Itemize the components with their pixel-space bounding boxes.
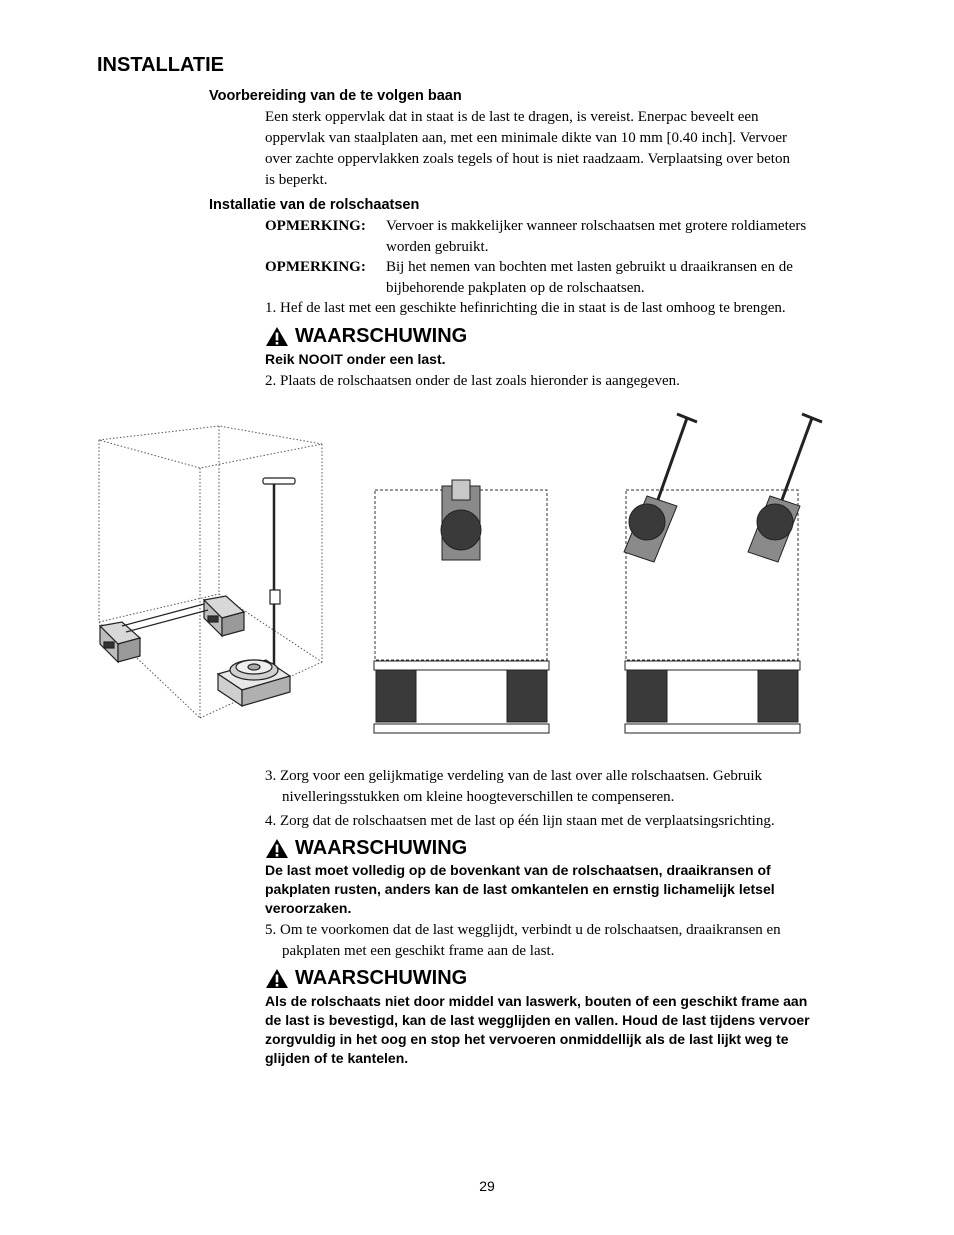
warning-line: glijden of te kantelen. bbox=[265, 1050, 409, 1066]
warning-heading-2 bbox=[265, 837, 467, 860]
warning-line: pakplaten rusten, anders kan de last omkantelen en ernstig lichamelijk letsel bbox=[265, 881, 775, 897]
warning-line: Reik NOOIT onder een last. bbox=[265, 351, 446, 367]
warning-line: de last is bevestigd, kan de last wegglijden en vallen. Houd de last tijdens vervoer bbox=[265, 1012, 810, 1028]
page-title: INSTALLATIE bbox=[97, 54, 225, 76]
step-3-line: 3. Zorg voor een gelijkmatige verdeling van de last over alle rolschaatsen. Gebruik bbox=[265, 768, 763, 784]
section-heading-route: Voorbereiding van de te volgen baan bbox=[209, 88, 462, 104]
warning-line: Als de rolschaats niet door middel van laswerk, bouten of een geschikt frame aan bbox=[265, 993, 808, 1009]
step-5 bbox=[265, 920, 885, 962]
note-text: bijbehorende pakplaten op de rolschaatsen. bbox=[386, 280, 645, 296]
warning-title: WAARSCHUWING bbox=[295, 325, 468, 347]
top-view-straight bbox=[374, 480, 549, 733]
front-skate-straight bbox=[441, 480, 481, 560]
warning-title: WAARSCHUWING bbox=[295, 837, 468, 859]
note-1 bbox=[265, 216, 885, 258]
page-number: 29 bbox=[479, 1178, 495, 1194]
skate-placement-figure bbox=[92, 404, 852, 744]
note-text: Vervoer is makkelijker wanneer rolschaatsen met grotere roldiameters bbox=[386, 218, 807, 234]
step-5-line: 5. Om te voorkomen dat de last wegglijdt, verbindt u de rolschaatsen, draaikransen en bbox=[265, 922, 781, 938]
warning-line: veroorzaken. bbox=[265, 900, 352, 916]
step-3 bbox=[265, 766, 885, 808]
warning-text-3 bbox=[265, 992, 885, 1068]
front-skate-turning-left bbox=[624, 414, 822, 562]
rear-skates-turning bbox=[625, 661, 800, 733]
rear-skates-straight bbox=[374, 661, 549, 733]
warning-triangle-icon bbox=[265, 838, 289, 859]
isometric-load-illustration bbox=[99, 426, 322, 718]
warning-text-2 bbox=[265, 861, 885, 918]
route-paragraph bbox=[265, 107, 880, 191]
step-4: 4. Zorg dat de rolschaatsen met de last op één lijn staan met de verplaatsingsrichting. bbox=[265, 813, 775, 829]
step-3-line: nivelleringsstukken om kleine hoogteverschillen te compenseren. bbox=[282, 789, 675, 805]
step-2: 2. Plaats de rolschaatsen onder de last zoals hieronder is aangegeven. bbox=[265, 373, 680, 389]
front-steering-skate bbox=[218, 478, 295, 706]
rear-skate-pair bbox=[100, 596, 244, 662]
step-1: 1. Hef de last met een geschikte hefinrichting die in staat is de last omhoog te brengen. bbox=[265, 300, 786, 316]
top-view-turning bbox=[624, 414, 822, 733]
route-line: over zachte oppervlakken zoals tegels of hout is niet raadzaam. Verplaatsing over beton bbox=[265, 151, 790, 167]
warning-heading-1 bbox=[265, 325, 467, 348]
warning-triangle-icon bbox=[265, 326, 289, 347]
warning-title: WAARSCHUWING bbox=[295, 967, 468, 989]
note-label: OPMERKING: bbox=[265, 218, 366, 234]
note-2 bbox=[265, 257, 885, 299]
warning-triangle-icon bbox=[265, 968, 289, 989]
warning-line: De last moet volledig op de bovenkant van de rolschaatsen, draaikransen of bbox=[265, 862, 771, 878]
warning-text-1 bbox=[265, 350, 885, 369]
route-line: is beperkt. bbox=[265, 172, 328, 188]
section-heading-install: Installatie van de rolschaatsen bbox=[209, 197, 420, 213]
note-label: OPMERKING: bbox=[265, 259, 366, 275]
note-text: worden gebruikt. bbox=[386, 239, 489, 255]
warning-line: zorgvuldig in het oog en stop het vervoeren onmiddellijk als de last lijkt weg te bbox=[265, 1031, 789, 1047]
route-line: Een sterk oppervlak dat in staat is de last te dragen, is vereist. Enerpac beveelt een bbox=[265, 109, 759, 125]
route-line: oppervlak van staalplaten aan, met een minimale dikte van 10 mm [0.40 inch]. Vervoer bbox=[265, 130, 788, 146]
note-text: Bij het nemen van bochten met lasten gebruikt u draaikransen en de bbox=[386, 259, 793, 275]
warning-heading-3 bbox=[265, 967, 467, 990]
step-5-line: pakplaten met een geschikt frame aan de last. bbox=[282, 943, 555, 959]
